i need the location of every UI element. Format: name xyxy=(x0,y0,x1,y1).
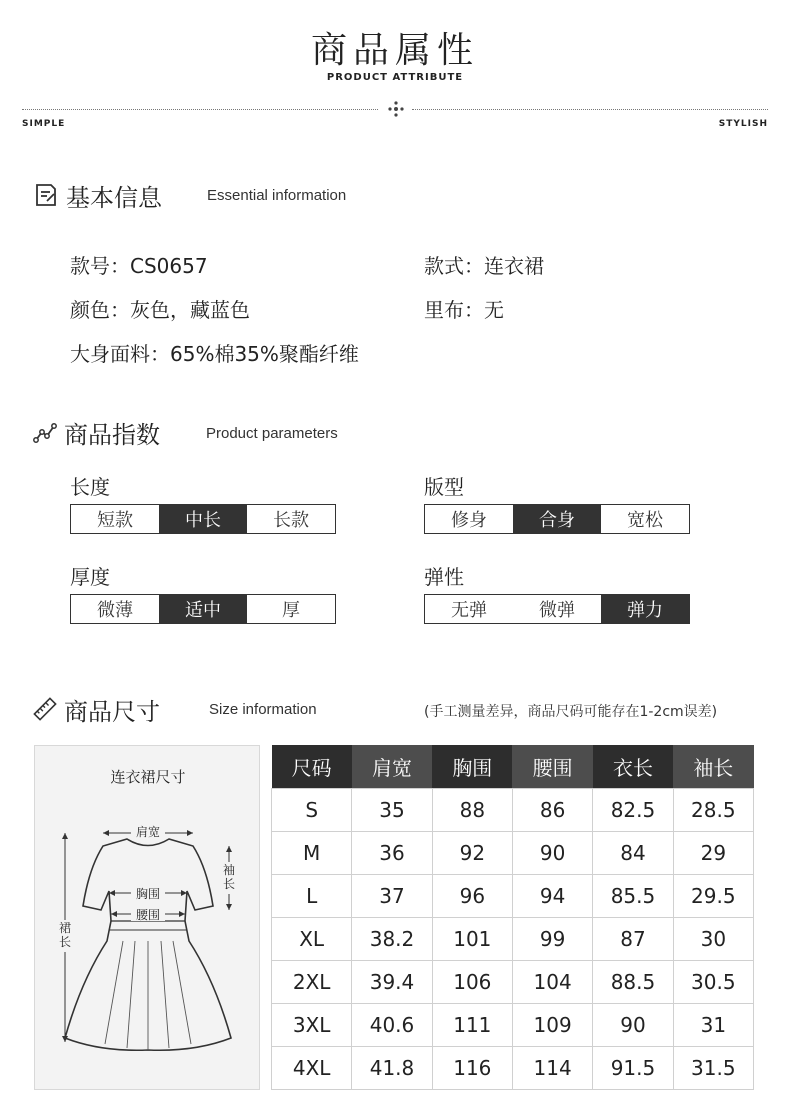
section-subtitle-basic: Essential information xyxy=(207,187,347,204)
size-label-cell: 4XL xyxy=(272,1046,352,1089)
param-option: 修身 xyxy=(451,510,487,531)
size-value-cell: 116 xyxy=(432,1046,512,1089)
size-value-cell: 35 xyxy=(352,788,432,831)
size-table xyxy=(271,745,754,1090)
param-option: 短款 xyxy=(97,510,133,531)
size-table-header xyxy=(272,745,754,788)
divider-left xyxy=(22,109,378,110)
col-header: 袖长 xyxy=(673,745,753,788)
size-value-cell: 111 xyxy=(432,1003,512,1046)
size-value-cell: 31.5 xyxy=(673,1046,753,1089)
param-label-fit: 版型 xyxy=(424,475,464,499)
param-option: 无弹 xyxy=(451,600,487,621)
param-option: 微薄 xyxy=(97,600,133,621)
col-header: 腰围 xyxy=(512,745,592,788)
size-value-cell: 29.5 xyxy=(673,874,753,917)
size-value-cell: 87 xyxy=(593,917,673,960)
col-header: 胸围 xyxy=(432,745,512,788)
size-value-cell: 37 xyxy=(352,874,432,917)
param-option: 适中 xyxy=(159,595,247,623)
info-fabric: 大身面料：65%棉35%聚酯纤维 xyxy=(70,342,359,366)
size-value-cell: 99 xyxy=(512,917,592,960)
param-option: 长款 xyxy=(273,510,309,531)
ruler-icon xyxy=(33,697,57,721)
side-word-simple: SIMPLE xyxy=(22,119,66,129)
size-value-cell: 91.5 xyxy=(593,1046,673,1089)
size-value-cell: 90 xyxy=(512,831,592,874)
size-value-cell: 36 xyxy=(352,831,432,874)
size-value-cell: 30 xyxy=(673,917,753,960)
table-row xyxy=(272,960,754,1003)
document-icon xyxy=(34,183,58,207)
col-header: 衣长 xyxy=(593,745,673,788)
size-value-cell: 101 xyxy=(432,917,512,960)
param-label-length: 长度 xyxy=(70,475,110,499)
size-label-cell: 3XL xyxy=(272,1003,352,1046)
size-value-cell: 85.5 xyxy=(593,874,673,917)
dress-outline-icon xyxy=(35,806,261,1086)
label-length: 裙长 xyxy=(58,921,72,949)
col-header: 肩宽 xyxy=(352,745,432,788)
size-value-cell: 94 xyxy=(512,874,592,917)
size-value-cell: 86 xyxy=(512,788,592,831)
param-option: 中长 xyxy=(159,505,247,533)
line-graph-icon xyxy=(33,421,57,445)
size-value-cell: 82.5 xyxy=(593,788,673,831)
section-title-size: 商品尺寸 xyxy=(64,698,160,726)
divider-right xyxy=(412,109,768,110)
section-title-params: 商品指数 xyxy=(64,421,160,449)
label-sleeve: 袖长 xyxy=(222,863,236,891)
size-value-cell: 114 xyxy=(512,1046,592,1089)
table-row xyxy=(272,831,754,874)
info-style-no: 款号：CS0657 xyxy=(70,254,208,278)
info-style: 款式：连衣裙 xyxy=(424,254,544,278)
size-value-cell: 88.5 xyxy=(593,960,673,1003)
section-subtitle-params: Product parameters xyxy=(206,425,338,442)
size-value-cell: 96 xyxy=(432,874,512,917)
size-label-cell: S xyxy=(272,788,352,831)
param-option: 合身 xyxy=(513,505,601,533)
size-label-cell: 2XL xyxy=(272,960,352,1003)
size-value-cell: 38.2 xyxy=(352,917,432,960)
param-scale-thickness xyxy=(70,594,336,624)
table-row xyxy=(272,788,754,831)
size-value-cell: 88 xyxy=(432,788,512,831)
cross-ornament-icon xyxy=(387,100,405,118)
table-row xyxy=(272,1003,754,1046)
param-scale-elasticity xyxy=(424,594,690,624)
label-bust: 胸围 xyxy=(135,887,161,901)
size-value-cell: 28.5 xyxy=(673,788,753,831)
param-option: 厚 xyxy=(282,600,300,621)
side-word-stylish: STYLISH xyxy=(718,119,768,129)
size-label-cell: M xyxy=(272,831,352,874)
size-value-cell: 104 xyxy=(512,960,592,1003)
page-title: 商品属性 xyxy=(310,30,479,71)
section-subtitle-size: Size information xyxy=(209,701,317,718)
size-value-cell: 39.4 xyxy=(352,960,432,1003)
size-value-cell: 109 xyxy=(512,1003,592,1046)
page-subtitle: PRODUCT ATTRIBUTE xyxy=(326,72,464,83)
param-scale-fit xyxy=(424,504,690,534)
label-waist: 腰围 xyxy=(135,908,161,922)
size-value-cell: 30.5 xyxy=(673,960,753,1003)
size-value-cell: 90 xyxy=(593,1003,673,1046)
size-value-cell: 84 xyxy=(593,831,673,874)
size-value-cell: 40.6 xyxy=(352,1003,432,1046)
section-title-basic: 基本信息 xyxy=(66,184,162,212)
size-value-cell: 41.8 xyxy=(352,1046,432,1089)
table-row xyxy=(272,874,754,917)
dress-diagram-panel xyxy=(34,745,260,1090)
param-option: 宽松 xyxy=(627,510,663,531)
table-row xyxy=(272,1046,754,1089)
size-value-cell: 106 xyxy=(432,960,512,1003)
table-row xyxy=(272,917,754,960)
size-label-cell: XL xyxy=(272,917,352,960)
label-shoulder: 肩宽 xyxy=(135,825,161,839)
param-option: 微弹 xyxy=(539,600,575,621)
size-value-cell: 92 xyxy=(432,831,512,874)
col-header: 尺码 xyxy=(272,745,352,788)
size-value-cell: 29 xyxy=(673,831,753,874)
info-color: 颜色：灰色，藏蓝色 xyxy=(70,298,250,322)
size-label-cell: L xyxy=(272,874,352,917)
size-value-cell: 31 xyxy=(673,1003,753,1046)
info-lining: 里布：无 xyxy=(424,298,504,322)
param-label-elasticity: 弹性 xyxy=(424,565,464,589)
measurement-note: (手工测量差异，商品尺码可能存在1-2cm误差) xyxy=(424,704,718,720)
param-scale-length xyxy=(70,504,336,534)
dress-diagram-title: 连衣裙尺寸 xyxy=(110,768,186,786)
param-option: 弹力 xyxy=(601,595,689,623)
param-label-thickness: 厚度 xyxy=(70,565,110,589)
